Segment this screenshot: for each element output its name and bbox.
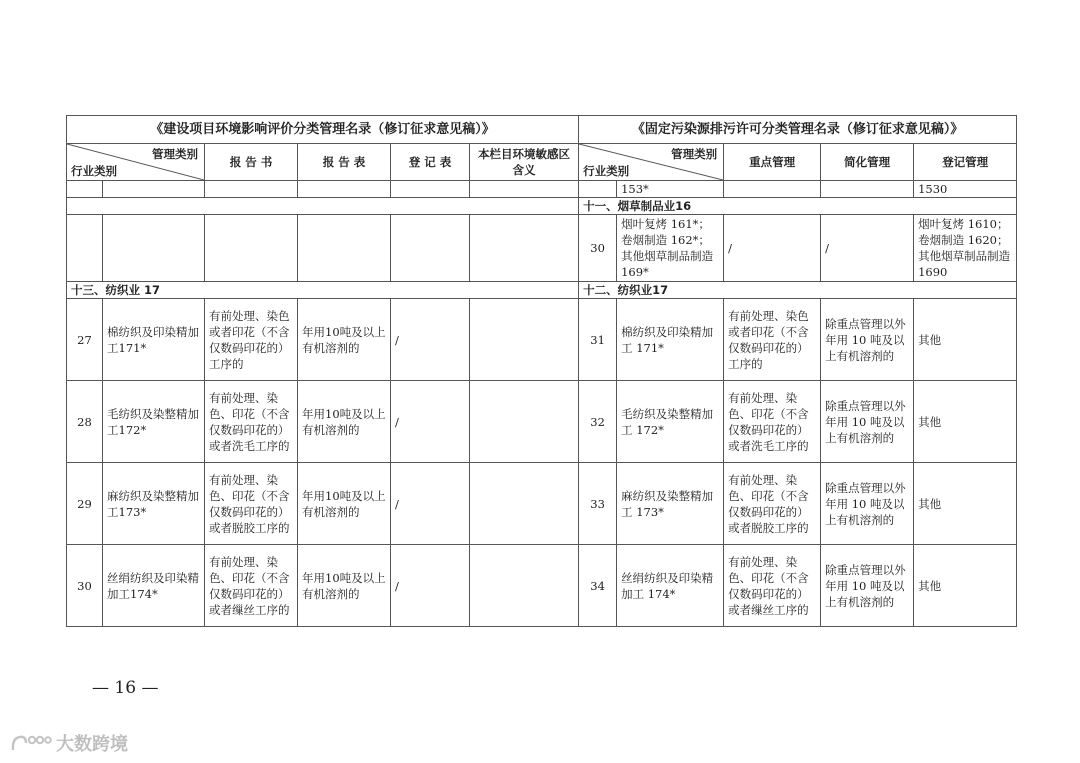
right-registration: 其他 bbox=[914, 463, 1017, 545]
right-simplified-management: 除重点管理以外年用 10 吨及以上有机溶剂的 bbox=[821, 463, 914, 545]
left-report-book: 有前处理、染色或者印花（不含仅数码印花的）工序的 bbox=[205, 299, 298, 381]
table-row bbox=[67, 198, 1017, 215]
left-header-industry-category: 行业类别 bbox=[71, 164, 117, 178]
left-table-title: 《建设项目环境影响评价分类管理名录（修订征求意见稿）》 bbox=[67, 116, 579, 144]
left-header-report-form: 报 告 表 bbox=[298, 144, 391, 181]
left-registration-form: / bbox=[391, 381, 470, 463]
table-row bbox=[67, 282, 1017, 299]
left-row-number: 30 bbox=[67, 545, 103, 627]
right-header-diagonal bbox=[579, 144, 724, 181]
left-report-form: 年用10吨及以上有机溶剂的 bbox=[298, 381, 391, 463]
left-row-number: 27 bbox=[67, 299, 103, 381]
right-registration: 其他 bbox=[914, 381, 1017, 463]
table-row bbox=[67, 381, 1017, 463]
right-industry: 毛纺织及染整精加工 172* bbox=[617, 381, 724, 463]
left-registration-form: / bbox=[391, 545, 470, 627]
right-row-number: 31 bbox=[579, 299, 617, 381]
left-header-diagonal bbox=[67, 144, 205, 181]
left-textile-section-heading: 十三、纺织业 17 bbox=[67, 282, 579, 299]
classification-table bbox=[66, 115, 1017, 627]
right-header-mgmt-category: 管理类别 bbox=[671, 147, 718, 161]
tobacco-row-number: 30 bbox=[579, 215, 617, 282]
right-row-number: 33 bbox=[579, 463, 617, 545]
left-header-report-book: 报 告 书 bbox=[205, 144, 298, 181]
table-row bbox=[67, 463, 1017, 545]
left-report-book: 有前处理、染色、印花（不含仅数码印花的）或者缫丝工序的 bbox=[205, 545, 298, 627]
right-key-management: 有前处理、染色、印花（不含仅数码印花的）或者脱胶工序的 bbox=[724, 463, 821, 545]
left-report-book: 有前处理、染色、印花（不含仅数码印花的）或者洗毛工序的 bbox=[205, 381, 298, 463]
tobacco-section-heading: 十一、烟草制品业16 bbox=[579, 198, 1017, 215]
left-registration-form: / bbox=[391, 463, 470, 545]
left-report-form: 年用10吨及以上有机溶剂的 bbox=[298, 299, 391, 381]
right-textile-section-heading: 十二、纺织业17 bbox=[579, 282, 1017, 299]
right-header-registration-management: 登记管理 bbox=[914, 144, 1017, 181]
table-row bbox=[67, 545, 1017, 627]
right-row-number: 34 bbox=[579, 545, 617, 627]
right-registration: 其他 bbox=[914, 299, 1017, 381]
left-row-number: 29 bbox=[67, 463, 103, 545]
left-header-registration-form: 登 记 表 bbox=[391, 144, 470, 181]
continued-industry-code: 153* bbox=[617, 181, 724, 198]
right-industry: 棉纺织及印染精加工 171* bbox=[617, 299, 724, 381]
right-header-simplified-management: 简化管理 bbox=[821, 144, 914, 181]
watermark-text: 大数跨境 bbox=[56, 734, 128, 755]
continued-registration-code: 1530 bbox=[914, 181, 1017, 198]
left-header-sensitive-area: 本栏目环境敏感区含义 bbox=[470, 144, 579, 181]
right-industry: 丝绢纺织及印染精加工 174* bbox=[617, 545, 724, 627]
watermark-logo-icon bbox=[10, 732, 52, 754]
right-key-management: 有前处理、染色、印花（不含仅数码印花的）或者缫丝工序的 bbox=[724, 545, 821, 627]
left-registration-form: / bbox=[391, 299, 470, 381]
right-key-management: 有前处理、染色、印花（不含仅数码印花的）或者洗毛工序的 bbox=[724, 381, 821, 463]
right-industry: 麻纺织及染整精加工 173* bbox=[617, 463, 724, 545]
tobacco-registration: 烟叶复烤 1610；卷烟制造 1620；其他烟草制品制造 1690 bbox=[914, 215, 1017, 282]
right-header-key-management: 重点管理 bbox=[724, 144, 821, 181]
left-row-number: 28 bbox=[67, 381, 103, 463]
left-industry: 棉纺织及印染精加工171* bbox=[103, 299, 205, 381]
right-simplified-management: 除重点管理以外年用 10 吨及以上有机溶剂的 bbox=[821, 299, 914, 381]
left-industry: 毛纺织及染整精加工172* bbox=[103, 381, 205, 463]
left-industry: 丝绢纺织及印染精加工174* bbox=[103, 545, 205, 627]
tobacco-industry: 烟叶复烤 161*；卷烟制造 162*；其他烟草制品制造 169* bbox=[617, 215, 724, 282]
right-registration: 其他 bbox=[914, 545, 1017, 627]
right-simplified-management: 除重点管理以外年用 10 吨及以上有机溶剂的 bbox=[821, 545, 914, 627]
right-header-industry-category: 行业类别 bbox=[583, 164, 630, 178]
left-report-book: 有前处理、染色、印花（不含仅数码印花的）或者脱胶工序的 bbox=[205, 463, 298, 545]
tobacco-simplified-management: / bbox=[821, 215, 914, 282]
right-key-management: 有前处理、染色或者印花（不含仅数码印花的）工序的 bbox=[724, 299, 821, 381]
watermark bbox=[10, 730, 128, 756]
table-row bbox=[67, 299, 1017, 381]
left-industry: 麻纺织及染整精加工173* bbox=[103, 463, 205, 545]
left-report-form: 年用10吨及以上有机溶剂的 bbox=[298, 545, 391, 627]
left-header-mgmt-category: 管理类别 bbox=[152, 147, 198, 161]
tobacco-key-management: / bbox=[724, 215, 821, 282]
right-row-number: 32 bbox=[579, 381, 617, 463]
table-row bbox=[67, 215, 1017, 282]
table-row bbox=[67, 181, 1017, 198]
right-simplified-management: 除重点管理以外年用 10 吨及以上有机溶剂的 bbox=[821, 381, 914, 463]
right-table-title: 《固定污染源排污许可分类管理名录（修订征求意见稿）》 bbox=[579, 116, 1017, 144]
left-report-form: 年用10吨及以上有机溶剂的 bbox=[298, 463, 391, 545]
page-number: — 16 — bbox=[92, 678, 159, 698]
